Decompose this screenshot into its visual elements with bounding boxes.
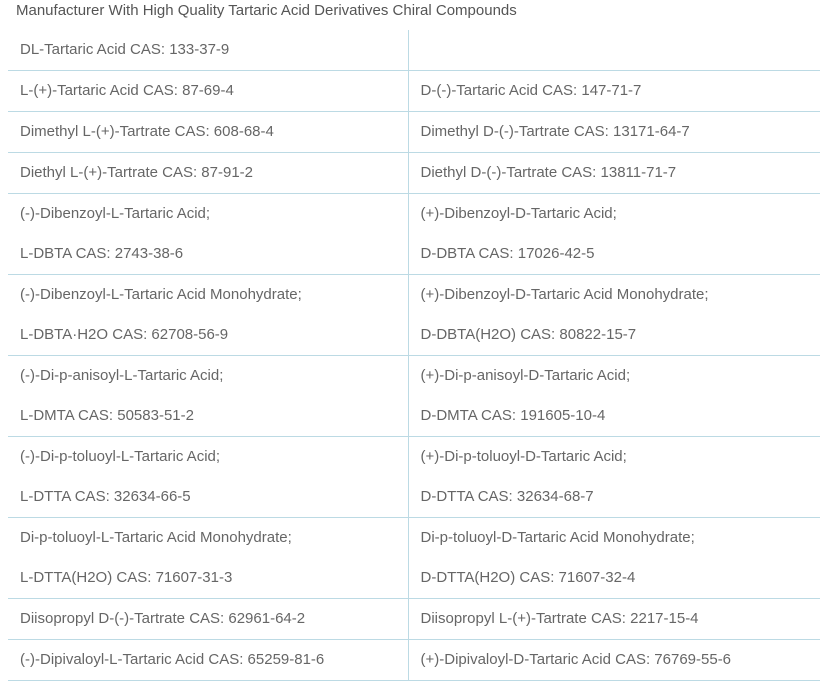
compound-cell xyxy=(408,640,820,681)
table-row xyxy=(8,518,820,599)
compound-text: (+)-Dibenzoyl-D-Tartaric Acid; xyxy=(420,205,617,222)
compound-text: Diethyl D-(-)-Tartrate CAS: 13811-71-7 xyxy=(420,164,677,181)
compound-text: (-)-Dipivaloyl-L-Tartaric Acid CAS: 65259-81-6 xyxy=(20,651,325,668)
compound-text: D-(-)-Tartaric Acid CAS: 147-71-7 xyxy=(420,82,642,99)
compound-text: Di-p-toluoyl-D-Tartaric Acid Monohydrate; xyxy=(420,529,695,546)
compound-cell xyxy=(8,275,408,356)
compound-text: Diisopropyl L-(+)-Tartrate CAS: 2217-15-4 xyxy=(420,610,699,627)
compound-text: D-DBTA CAS: 17026-42-5 xyxy=(420,245,595,262)
compound-text: L-DTTA(H2O) CAS: 71607-31-3 xyxy=(20,569,233,586)
compound-cell xyxy=(408,275,820,356)
compound-cell xyxy=(8,112,408,153)
table-row xyxy=(8,71,820,112)
compound-cell xyxy=(408,194,820,275)
compound-cell xyxy=(408,112,820,153)
compound-text: (+)-Dibenzoyl-D-Tartaric Acid Monohydrate; xyxy=(420,286,709,303)
compound-cell xyxy=(8,356,408,437)
compound-cell xyxy=(408,71,820,112)
page-title: Manufacturer With High Quality Tartaric Acid Derivatives Chiral Compounds xyxy=(16,2,517,19)
table-row xyxy=(8,194,820,275)
compound-cell xyxy=(8,153,408,194)
compound-cell xyxy=(8,599,408,640)
table-row xyxy=(8,30,820,71)
compound-cell xyxy=(8,518,408,599)
compound-text: D-DTTA(H2O) CAS: 71607-32-4 xyxy=(420,569,636,586)
compound-cell xyxy=(408,356,820,437)
compound-cell xyxy=(408,599,820,640)
compound-table xyxy=(8,30,820,681)
table-row xyxy=(8,356,820,437)
compound-text: (-)-Dibenzoyl-L-Tartaric Acid Monohydrate; xyxy=(20,286,302,303)
compound-text: D-DMTA CAS: 191605-10-4 xyxy=(420,407,606,424)
compound-text: Diethyl L-(+)-Tartrate CAS: 87-91-2 xyxy=(20,164,253,181)
compound-text: Diisopropyl D-(-)-Tartrate CAS: 62961-64-2 xyxy=(20,610,306,627)
table-row xyxy=(8,640,820,681)
compound-text: (-)-Di-p-toluoyl-L-Tartaric Acid; xyxy=(20,448,221,465)
compound-cell-empty xyxy=(408,30,820,71)
table-row xyxy=(8,437,820,518)
compound-cell xyxy=(8,71,408,112)
compound-cell xyxy=(408,518,820,599)
compound-text: Di-p-toluoyl-L-Tartaric Acid Monohydrate; xyxy=(20,529,292,546)
compound-text: L-DBTA CAS: 2743-38-6 xyxy=(20,245,184,262)
compound-text: (+)-Di-p-toluoyl-D-Tartaric Acid; xyxy=(420,448,627,465)
compound-cell xyxy=(408,153,820,194)
compound-cell xyxy=(8,437,408,518)
compound-text: (-)-Dibenzoyl-L-Tartaric Acid; xyxy=(20,205,211,222)
compound-cell xyxy=(8,194,408,275)
compound-text: (-)-Di-p-anisoyl-L-Tartaric Acid; xyxy=(20,367,224,384)
compound-text: D-DBTA(H2O) CAS: 80822-15-7 xyxy=(420,326,637,343)
compound-text: L-(+)-Tartaric Acid CAS: 87-69-4 xyxy=(20,82,234,99)
table-row xyxy=(8,153,820,194)
compound-text: (+)-Dipivaloyl-D-Tartaric Acid CAS: 76769-55-6 xyxy=(420,651,732,668)
table-row xyxy=(8,599,820,640)
compound-text: L-DTTA CAS: 32634-66-5 xyxy=(20,488,191,505)
compound-cell xyxy=(408,437,820,518)
compound-cell xyxy=(8,640,408,681)
compound-text: D-DTTA CAS: 32634-68-7 xyxy=(420,488,594,505)
compound-text: Dimethyl D-(-)-Tartrate CAS: 13171-64-7 xyxy=(420,123,690,140)
compound-text: L-DBTA·H2O CAS: 62708-56-9 xyxy=(20,326,229,343)
table-row xyxy=(8,112,820,153)
compound-text: L-DMTA CAS: 50583-51-2 xyxy=(20,407,194,424)
compound-text: (+)-Di-p-anisoyl-D-Tartaric Acid; xyxy=(420,367,631,384)
compound-text: DL-Tartaric Acid CAS: 133-37-9 xyxy=(20,41,230,58)
table-row xyxy=(8,275,820,356)
compound-cell xyxy=(8,30,408,71)
compound-text: Dimethyl L-(+)-Tartrate CAS: 608-68-4 xyxy=(20,123,274,140)
